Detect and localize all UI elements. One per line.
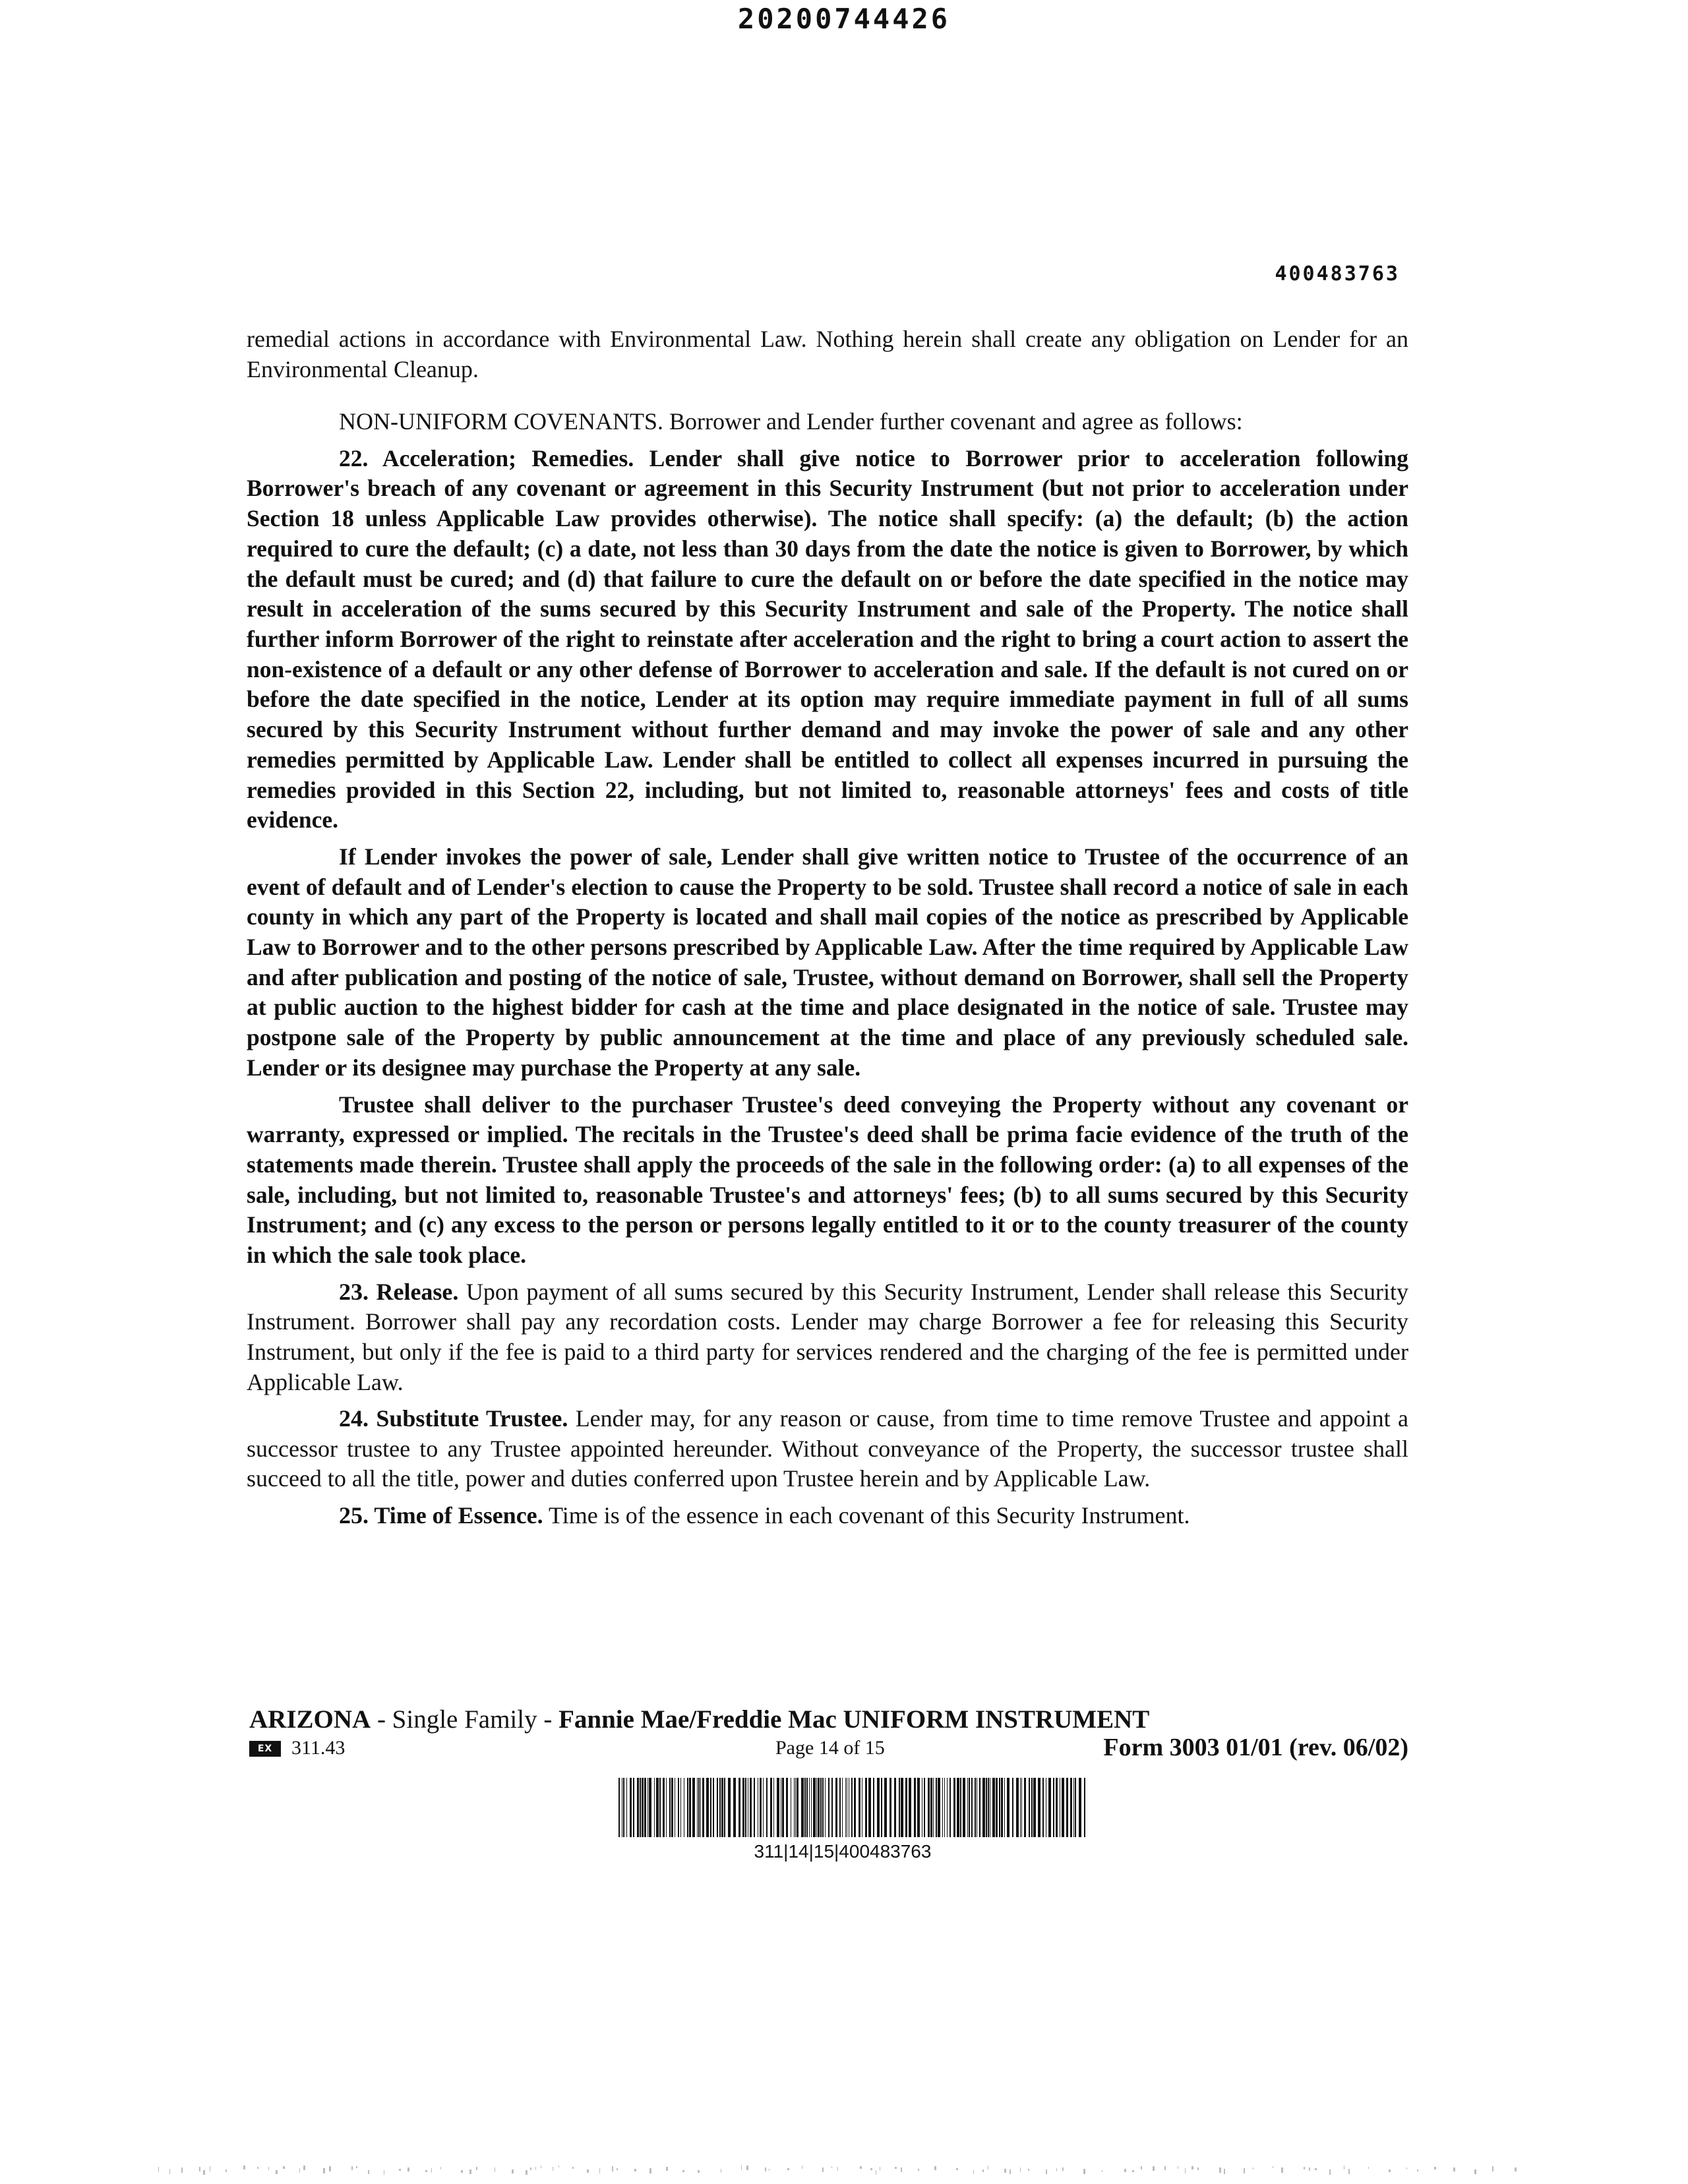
time-of-essence-heading: 25. Time of Essence. <box>339 1502 543 1529</box>
paragraph-time-of-essence <box>247 1501 1408 1531</box>
loan-number: 400483763 <box>1275 262 1400 286</box>
footer-info-line <box>249 1734 1408 1763</box>
form-footer <box>249 1705 1408 1763</box>
substitute-trustee-text: Lender may, for any reason or cause, from time to time remove Trustee and appoint a successor trustee to any Trustee appointed hereunder. Without conveyance of the Property, the successor trustee shall succeed to all the title, power and duties conferred upon Trustee herein and by Applicable Law. <box>247 1405 1408 1492</box>
page-number: Page 14 of 15 <box>775 1737 885 1759</box>
footer-state: ARIZONA <box>249 1705 371 1734</box>
paragraph-trustee-deed: Trustee shall deliver to the purchaser Trustee's deed conveying the Property without any covenant or warranty, expressed or implied. The recitals in the Trustee's deed shall be prima facie evidence of the truth of the statements made therein. Trustee shall apply the proceeds of the sale in the following order: (a) to all expenses of the sale, including, but not limited to, reasonable Trustee's and attorneys' fees; (b) to all sums secured by this Security Instrument; and (c) any excess to the person or persons legally entitled to it or to the county treasurer of the county in which the sale took place. <box>247 1091 1408 1269</box>
footer-separator: - Single Family - <box>371 1705 559 1734</box>
barcode-block <box>618 1778 1093 1862</box>
scan-edge-artifact <box>0 2164 1688 2175</box>
barcode-icon <box>618 1778 1093 1837</box>
paragraph-acceleration-remedies: 22. Acceleration; Remedies. Lender shall give notice to Borrower prior to acceleration following Borrower's breach of any covenant or agreement in this Security Instrument (but not prior to acceleration under Section 18 unless Applicable Law provides otherwise). The notice shall specify: (a) the default; (b) the action required to cure the default; (c) a date, not less than 30 days from the date the notice is given to Borrower, by which the default must be cured; and (d) that failure to cure the default on or before the date specified in the notice may result in acceleration of the sums secured by this Security Instrument and sale of the Property. The notice shall further inform Borrower of the right to reinstate after acceleration and the right to bring a court action to assert the non-existence of a default or any other defense of Borrower to acceleration and sale. If the default is not cured on or before the date specified in the notice, Lender at its option may require immediate payment in full of all sums secured by this Security Instrument without further demand and may invoke the power of sale and any other remedies permitted by Applicable Law. Lender shall be entitled to collect all expenses incurred in pursuing the remedies provided in this Section 22, including, but not limited to, reasonable attorneys' fees and costs of title evidence. <box>247 444 1408 834</box>
release-text: Upon payment of all sums secured by this Security Instrument, Lender shall release this Security Instrument. Borrower shall pay any recordation costs. Lender may charge Borrower a fee for releasing this Security Instrument, but only if the fee is paid to a third party for services rendered and the charging of the fee is permitted under Applicable Law. <box>247 1278 1408 1395</box>
footer-title-line <box>249 1705 1408 1734</box>
paragraph-release <box>247 1277 1408 1397</box>
recording-number: 20200744426 <box>737 3 951 35</box>
substitute-trustee-heading: 24. Substitute Trustee. <box>339 1405 568 1432</box>
footer-form-code: 311.43 <box>291 1737 346 1759</box>
release-heading: 23. Release. <box>339 1278 459 1305</box>
ex-logo-icon: EX <box>249 1741 281 1757</box>
document-body <box>247 324 1408 1531</box>
form-number: Form 3003 01/01 (rev. 06/02) <box>1103 1734 1408 1761</box>
paragraph-substitute-trustee <box>247 1404 1408 1494</box>
paragraph-environmental-cleanup: remedial actions in accordance with Environmental Law. Nothing herein shall create any obligation on Lender for an Environmental Cleanup. <box>247 326 1408 382</box>
paragraph-non-uniform-covenants: NON-UNIFORM COVENANTS. Borrower and Lender further covenant and agree as follows: <box>339 408 1243 435</box>
time-of-essence-text: Time is of the essence in each covenant of this Security Instrument. <box>543 1502 1190 1529</box>
barcode-text: 311|14|15|400483763 <box>754 1841 932 1862</box>
footer-form-title: Fannie Mae/Freddie Mac UNIFORM INSTRUMENT <box>558 1705 1150 1734</box>
paragraph-power-of-sale: If Lender invokes the power of sale, Lender shall give written notice to Trustee of the occurrence of an event of default and of Lender's election to cause the Property to be sold. Trustee shall record a notice of sale in each county in which any part of the Property is located and shall mail copies of the notice as prescribed by Applicable Law to Borrower and to the other persons prescribed by Applicable Law. After the time required by Applicable Law and after publication and posting of the notice of sale, Trustee, without demand on Borrower, shall sell the Property at public auction to the highest bidder for cash at the time and place designated in the notice of sale. Trustee may postpone sale of the Property by public announcement at the time and place of any previously scheduled sale. Lender or its designee may purchase the Property at any sale. <box>247 843 1408 1081</box>
